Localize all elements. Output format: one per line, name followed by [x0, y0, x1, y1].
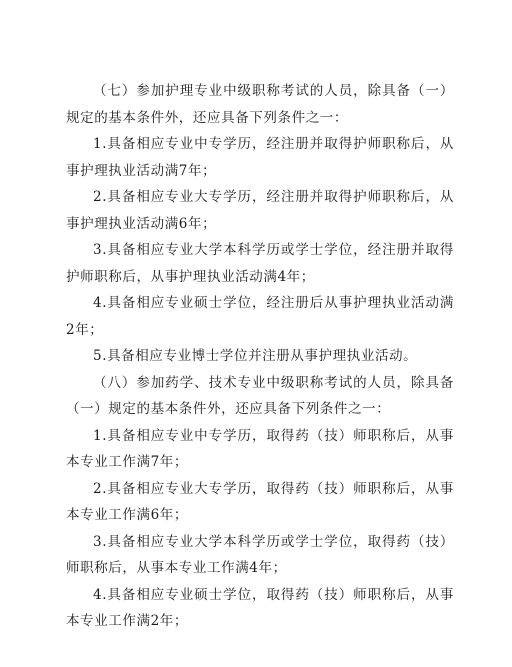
- section-8-item-1: 1.具备相应专业中专学历，取得药（技）师职称后，从事本专业工作满7年；: [66, 427, 454, 470]
- section-7-item-2: 2.具备相应专业大专学历，经注册并取得护师职称后，从事护理执业活动满6年；: [66, 189, 454, 232]
- document-body: [66, 78, 454, 635]
- section-7-item-5: 5.具备相应专业博士学位并注册从事护理执业活动。: [93, 348, 418, 364]
- section-7-item-1: 1.具备相应专业中专学历，经注册并取得护师职称后，从事护理执业活动满7年；: [66, 136, 454, 179]
- section-7-item-3: 3.具备相应专业大学本科学历或学士学位，经注册并取得护师职称后，从事护理执业活动满4年；: [66, 242, 454, 285]
- section-8-item-4: 4.具备相应专业硕士学位，取得药（技）师职称后，从事本专业工作满2年；: [66, 586, 454, 629]
- section-8-item-3: 3.具备相应专业大学本科学历或学士学位，取得药（技）师职称后，从事本专业工作满4年；: [66, 533, 454, 576]
- section-7-item-4: 4.具备相应专业硕士学位，经注册后从事护理执业活动满2年；: [66, 295, 454, 338]
- section-8-item-2: 2.具备相应专业大专学历，取得药（技）师职称后，从事本专业工作满6年；: [66, 480, 454, 523]
- section-7-heading: （七）参加护理专业中级职称考试的人员，除具备（一）规定的基本条件外，还应具备下列条件之一：: [66, 83, 454, 126]
- section-8-heading: （八）参加药学、技术专业中级职称考试的人员，除具备（一）规定的基本条件外，还应具备下列条件之一：: [66, 374, 454, 417]
